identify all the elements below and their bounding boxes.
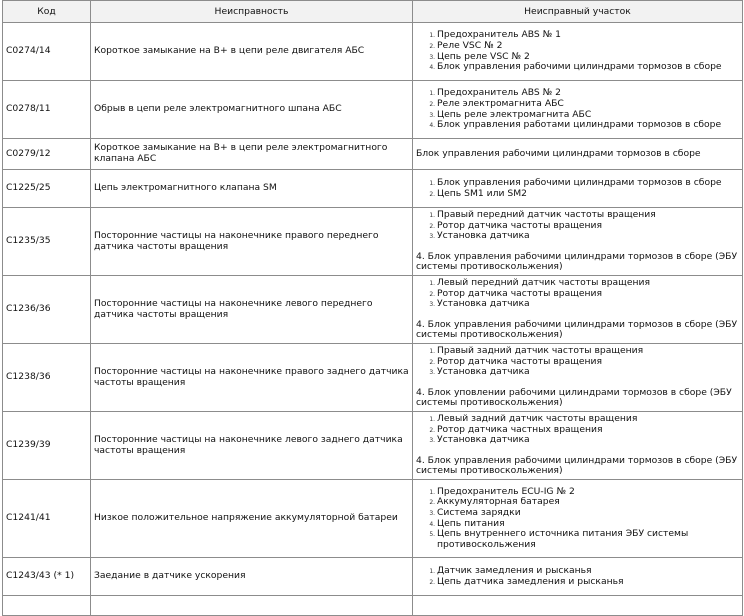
part-list xyxy=(416,346,739,378)
part-note: 4. Блок управления рабочими цилиндрами тормозов в сборе (ЭБУ системы противоскольжения) xyxy=(416,318,738,341)
table-row xyxy=(3,170,743,208)
table-row xyxy=(3,276,743,344)
fault-cell: Посторонние частицы на наконечнике левого переднего датчика частоты вращения xyxy=(91,276,413,344)
header-row xyxy=(3,1,743,23)
code-cell: C1235/35 xyxy=(3,208,91,276)
fault-cell: Короткое замыкание на В+ в цепи реле электромагнитного клапана АБС xyxy=(91,139,413,170)
fault-codes-table xyxy=(2,0,743,616)
list-item: 2. Цепь SM1 или SM2 xyxy=(437,189,739,200)
fault-cell: Посторонние частицы на наконечнике левого заднего датчика частоты вращения xyxy=(91,412,413,480)
list-item: 2. Реле VSC № 2 xyxy=(437,41,739,52)
list-item: 1. Датчик замедления и рысканья xyxy=(437,566,739,577)
fault-cell: Заедание в датчике ускорения xyxy=(91,558,413,596)
part-list xyxy=(416,30,739,72)
list-item: 2. Ротор датчика частоты вращения xyxy=(437,357,739,368)
part-cell xyxy=(413,81,743,139)
list-item: 1. Блок управления рабочими цилиндрами тормозов в сборе xyxy=(437,178,739,189)
list-item: 3. Установка датчика xyxy=(437,299,739,310)
list-item: 2. Реле электромагнита АБС xyxy=(437,99,739,110)
list-item: 3. Установка датчика xyxy=(437,367,739,378)
part-cell xyxy=(413,412,743,480)
part-column-header: Неисправный участок xyxy=(413,1,743,23)
table-row xyxy=(3,480,743,558)
fault-cell: Обрыв в цепи реле электромагнитного шпана АБС xyxy=(91,81,413,139)
list-item: 3. Цепь реле электромагнита АБС xyxy=(437,110,739,121)
part-note: 4. Блок управления рабочими цилиндрами тормозов в сборе (ЭБУ системы противоскольжения) xyxy=(416,250,738,273)
part-cell xyxy=(413,208,743,276)
part-cell xyxy=(413,344,743,412)
part-list xyxy=(416,88,739,130)
part-cell xyxy=(413,23,743,81)
list-item: 5. Цепь внутреннего источника питания ЭБУ системы противоскольжения xyxy=(437,529,739,550)
list-item: 2. Ротор датчика частоты вращения xyxy=(437,221,739,232)
part-list xyxy=(416,210,739,242)
part-cell: Блок управления рабочими цилиндрами тормозов в сборе xyxy=(413,139,743,170)
table-row xyxy=(3,208,743,276)
list-item: 4. Цепь питания xyxy=(437,519,739,530)
code-cell: C0279/12 xyxy=(3,139,91,170)
table-row xyxy=(3,412,743,480)
fault-cell: Цепь электромагнитного клапана SM xyxy=(91,170,413,208)
fault-cell: Низкое положительное напряжение аккумуляторной батареи xyxy=(91,480,413,558)
list-item: 1. Левый передний датчик частоты вращения xyxy=(437,278,739,289)
fault-column-header: Неисправность xyxy=(91,1,413,23)
table-row xyxy=(3,23,743,81)
code-cell: C1239/39 xyxy=(3,412,91,480)
fault-cell: Посторонние частицы на наконечнике правого заднего датчика частоты вращения xyxy=(91,344,413,412)
code-cell: C0274/14 xyxy=(3,23,91,81)
list-item: 2. Аккумуляторная батарея xyxy=(437,497,739,508)
table-row xyxy=(3,139,743,170)
list-item: 1. Левый задний датчик частоты вращения xyxy=(437,414,739,425)
part-list xyxy=(416,414,739,446)
code-column-header: Код xyxy=(3,1,91,23)
list-item: 3. Система зарядки xyxy=(437,508,739,519)
part-cell xyxy=(413,170,743,208)
list-item: 1. Правый передний датчик частоты вращения xyxy=(437,210,739,221)
list-item: 1. Предохранитель ABS № 2 xyxy=(437,88,739,99)
list-item: 3. Установка датчика xyxy=(437,435,739,446)
part-list xyxy=(416,487,739,551)
list-item: 1. Правый задний датчик частоты вращения xyxy=(437,346,739,357)
part-note: 4. Блок уповлении рабочими цилиндрами тормозов в сборе (ЭБУ системы противоскольжения) xyxy=(416,386,732,409)
fault-cell: Посторонние частицы на наконечнике правого переднего датчика частоты вращения xyxy=(91,208,413,276)
code-cell: C1225/25 xyxy=(3,170,91,208)
code-cell: C1238/36 xyxy=(3,344,91,412)
code-cell: C1241/41 xyxy=(3,480,91,558)
list-item: 2. Ротор датчика частоты вращения xyxy=(437,289,739,300)
list-item: 2. Цепь датчика замедления и рысканья xyxy=(437,577,739,588)
fault-cell: Короткое замыкание на В+ в цепи реле двигателя АБС xyxy=(91,23,413,81)
list-item: 1. Предохранитель ECU-IG № 2 xyxy=(437,487,739,498)
list-item: 4. Блок управления рабочими цилиндрами тормозов в сборе xyxy=(437,62,739,73)
part-cell xyxy=(413,558,743,596)
table-row xyxy=(3,81,743,139)
list-item: 2. Ротор датчика частных вращения xyxy=(437,425,739,436)
part-note: 4. Блок управления рабочими цилиндрами тормозов в сборе (ЭБУ системы противоскольжения) xyxy=(416,454,738,477)
part-cell xyxy=(413,480,743,558)
code-cell: C1243/43 (* 1) xyxy=(3,558,91,596)
list-item: 3. Цепь реле VSC № 2 xyxy=(437,52,739,63)
list-item: 3. Установка датчика xyxy=(437,231,739,242)
table-row xyxy=(3,558,743,596)
code-cell: C1236/36 xyxy=(3,276,91,344)
list-item: 4. Блок управления работами цилиндрами тормозов в сборе xyxy=(437,120,739,131)
part-list xyxy=(416,566,739,587)
table-row xyxy=(3,344,743,412)
list-item: 1. Предохранитель ABS № 1 xyxy=(437,30,739,41)
part-cell xyxy=(413,276,743,344)
code-cell: C0278/11 xyxy=(3,81,91,139)
part-list xyxy=(416,178,739,199)
table-row-partial xyxy=(3,596,743,616)
part-list xyxy=(416,278,739,310)
